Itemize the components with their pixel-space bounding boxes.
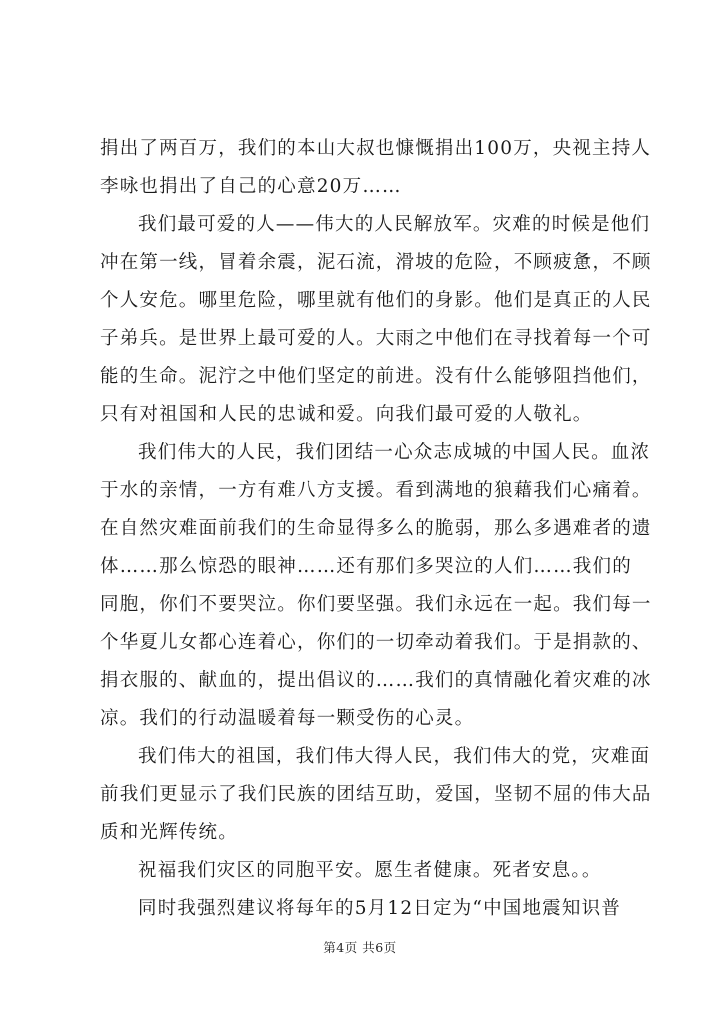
text-line: 只有对祖国和人民的忠诚和爱。向我们最可爱的人敬礼。 xyxy=(100,404,593,425)
text-line: 在自然灾难面前我们的生命显得多么的脆弱，那么多遇难者的遗 xyxy=(100,518,652,539)
text-line: 凉。我们的行动温暖着每一颗受伤的心灵。 xyxy=(100,708,475,729)
text-line: 能的生命。泥泞之中他们坚定的前进。没有什么能够阻挡他们， xyxy=(100,366,652,387)
text-line: 同时我强烈建议将每年的5月12日定为“中国地震知识普 xyxy=(138,898,621,919)
text-line: 冲在第一线，冒着余震，泥石流，滑坡的危险，不顾疲惫，不顾 xyxy=(100,252,652,273)
text-line: 质和光辉传统。 xyxy=(100,822,238,843)
text-line: 个华夏儿女都心连着心，你们的一切牵动着我们。于是捐款的、 xyxy=(100,632,652,653)
text-line: 李咏也捐出了自己的心意20万…… xyxy=(100,176,402,197)
text-line: 同胞，你们不要哭泣。你们要坚强。我们永远在一起。我们每一 xyxy=(100,594,652,615)
text-line: 体……那么惊恐的眼神……还有那们多哭泣的人们……我们的 xyxy=(100,556,632,577)
text-line: 前我们更显示了我们民族的团结互助，爱国，坚韧不屈的伟大品 xyxy=(100,784,652,805)
document-body xyxy=(100,130,652,928)
text-line: 子弟兵。是世界上最可爱的人。大雨之中他们在寻找着每一个可 xyxy=(100,328,652,349)
text-line: 于水的亲情，一方有难八方支援。看到满地的狼藉我们心痛着。 xyxy=(100,480,652,501)
text-line: 我们伟大的祖国，我们伟大得人民，我们伟大的党，灾难面 xyxy=(138,746,651,767)
text-line: 捐衣服的、献血的，提出倡议的……我们的真情融化着灾难的冰 xyxy=(100,670,652,691)
text-line: 捐出了两百万，我们的本山大叔也慷慨捐出100万，央视主持人 xyxy=(100,138,652,159)
text-line: 我们伟大的人民，我们团结一心众志成城的中国人民。血浓 xyxy=(138,442,651,463)
text-line: 个人安危。哪里危险，哪里就有他们的身影。他们是真正的人民 xyxy=(100,290,652,311)
page-footer: 第4页 共6页 xyxy=(323,940,397,955)
text-line: 祝福我们灾区的同胞平安。愿生者健康。死者安息。。 xyxy=(138,860,602,881)
text-line: 我们最可爱的人——伟大的人民解放军。灾难的时候是他们 xyxy=(138,214,651,235)
